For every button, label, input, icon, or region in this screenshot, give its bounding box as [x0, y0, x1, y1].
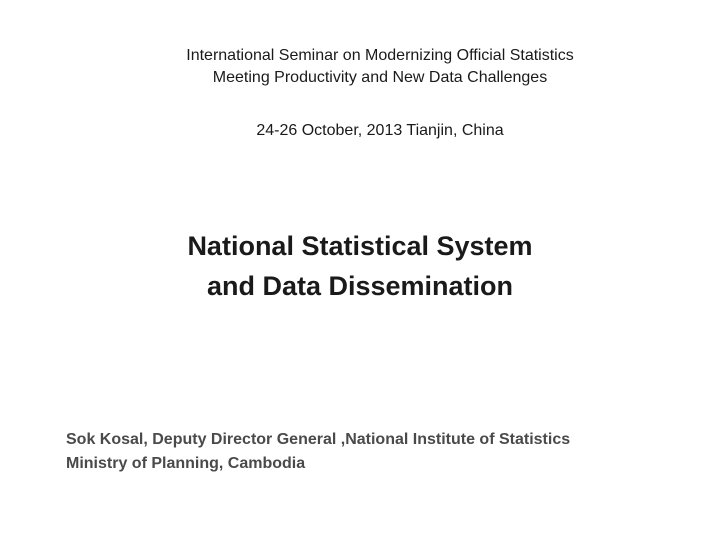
title-line-1: National Statistical System: [187, 231, 533, 261]
title-line-2: and Data Dissemination: [206, 271, 514, 301]
author-name-role: Sok Kosal, Deputy Director General ,National Institute of Statistics: [66, 431, 571, 448]
presentation-title: [120, 226, 600, 306]
author-block: [66, 428, 666, 476]
seminar-header: [150, 45, 610, 89]
author-affiliation: Ministry of Planning, Cambodia: [66, 455, 306, 472]
seminar-date-location: 24-26 October, 2013 Tianjin, China: [256, 122, 504, 139]
seminar-name: International Seminar on Modernizing Official Statistics: [186, 47, 574, 64]
seminar-subtitle: Meeting Productivity and New Data Challenges: [212, 69, 548, 86]
